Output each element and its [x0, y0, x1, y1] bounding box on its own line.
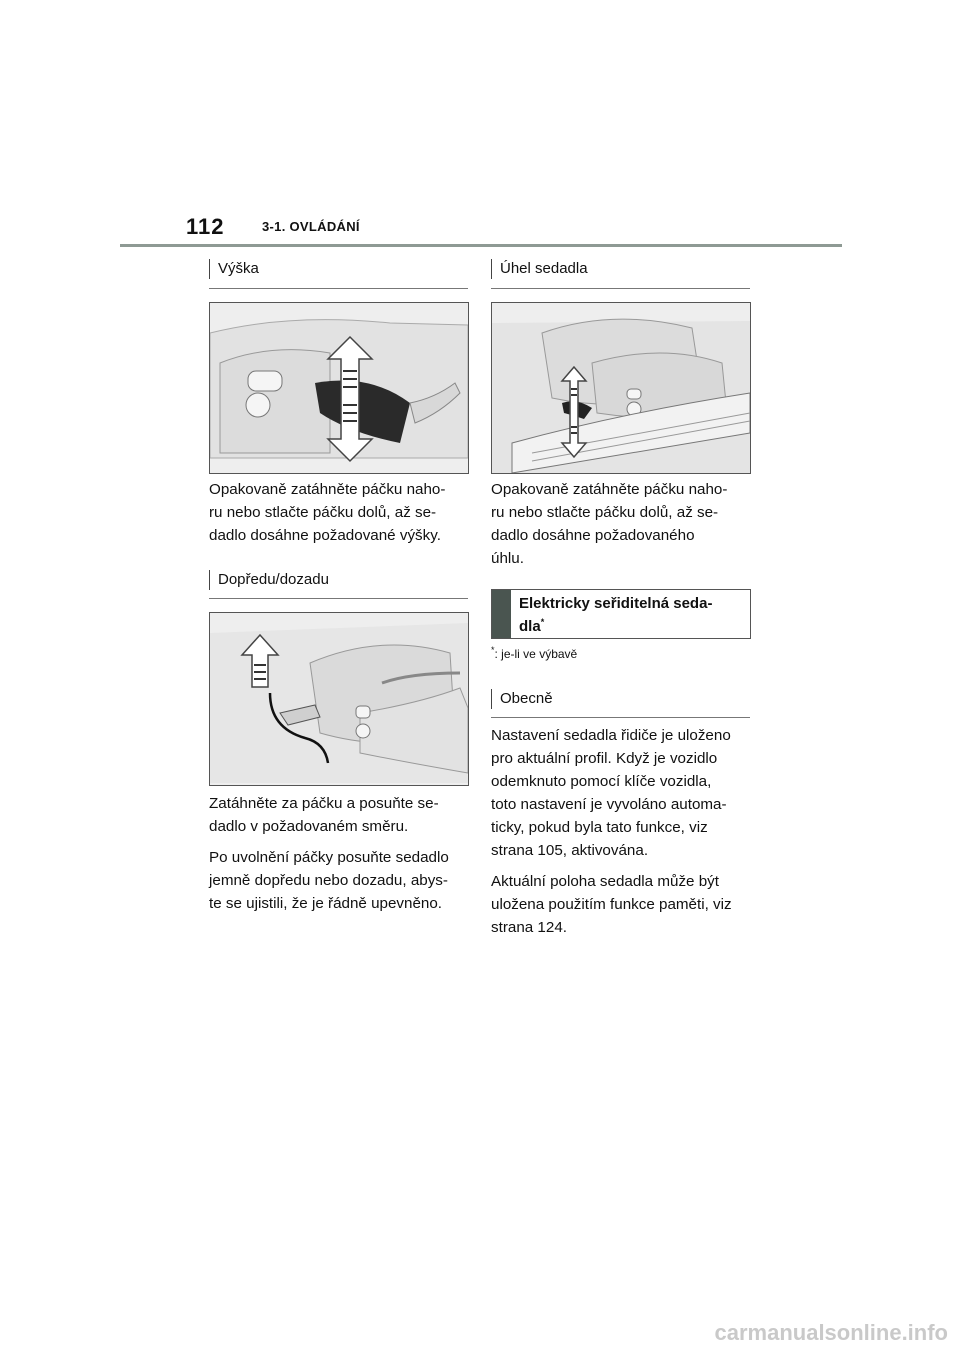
heading-rule [209, 288, 468, 289]
watermark: carmanualsonline.info [714, 1320, 948, 1345]
fore-aft-heading: Dopředu/dozadu [209, 570, 329, 590]
seat-angle-lever-illustration [491, 302, 751, 474]
text-line: ru nebo stlačte páčku dolů, až se- [209, 504, 437, 521]
height-heading: Výška [209, 259, 259, 279]
seat-angle-instructions [491, 478, 753, 570]
text-line: te se ujistili, že je řádně upevněno. [209, 895, 443, 912]
text-line: uložena použitím funkce paměti, viz [491, 896, 732, 913]
general-heading: Obecně [491, 689, 553, 709]
header-rule [120, 244, 842, 247]
text-line: dadlo v požadovaném směru. [209, 818, 409, 835]
text-line: ticky, pokud byla tato funkce, viz [491, 819, 708, 836]
text-line: strana 105, aktivována. [491, 842, 649, 859]
text-line: dadlo dosáhne požadovaného [491, 527, 695, 544]
footnote [491, 645, 577, 661]
text-line: odemknuto pomocí klíče vozidla, [491, 773, 712, 790]
page-number: 112 [186, 214, 225, 239]
section-title: 3-1. OVLÁDÁNÍ [262, 219, 360, 234]
height-instructions [209, 478, 471, 547]
callout-title-line1: Elektricky seřiditelná seda- [519, 595, 713, 612]
general-instructions [491, 724, 755, 939]
footnote-asterisk: * [491, 645, 495, 655]
electric-seats-callout [491, 589, 751, 639]
callout-text [511, 590, 720, 638]
text-line: strana 124. [491, 919, 567, 936]
heading-rule [209, 598, 468, 599]
text-line: Opakovaně zatáhněte páčku naho- [209, 481, 446, 498]
text-line: jemně dopředu nebo dozadu, abys- [209, 872, 448, 889]
text-line: Zatáhněte za páčku a posuňte se- [209, 795, 439, 812]
heading-rule [491, 288, 750, 289]
fore-aft-instructions [209, 792, 471, 915]
text-line: úhlu. [491, 550, 524, 567]
text-line: pro aktuální profil. Když je vozidlo [491, 750, 718, 767]
text-line: Po uvolnění páčky posuňte sedadlo [209, 849, 449, 866]
height-lever-illustration [209, 302, 469, 474]
seat-angle-heading: Úhel sedadla [491, 259, 588, 279]
callout-title-line2: dla [519, 618, 541, 635]
footnote-text: : je-li ve výbavě [494, 647, 578, 661]
text-line: dadlo dosáhne požadované výšky. [209, 527, 441, 544]
callout-asterisk: * [540, 617, 545, 627]
callout-bar [492, 590, 511, 638]
fore-aft-lever-illustration [209, 612, 469, 786]
text-line: Nastavení sedadla řidiče je uloženo [491, 727, 731, 744]
text-line: ru nebo stlačte páčku dolů, až se- [491, 504, 719, 521]
text-line: toto nastavení je vyvoláno automa- [491, 796, 727, 813]
heading-rule [491, 717, 750, 718]
text-line: Aktuální poloha sedadla může být [491, 873, 719, 890]
text-line: Opakovaně zatáhněte páčku naho- [491, 481, 728, 498]
